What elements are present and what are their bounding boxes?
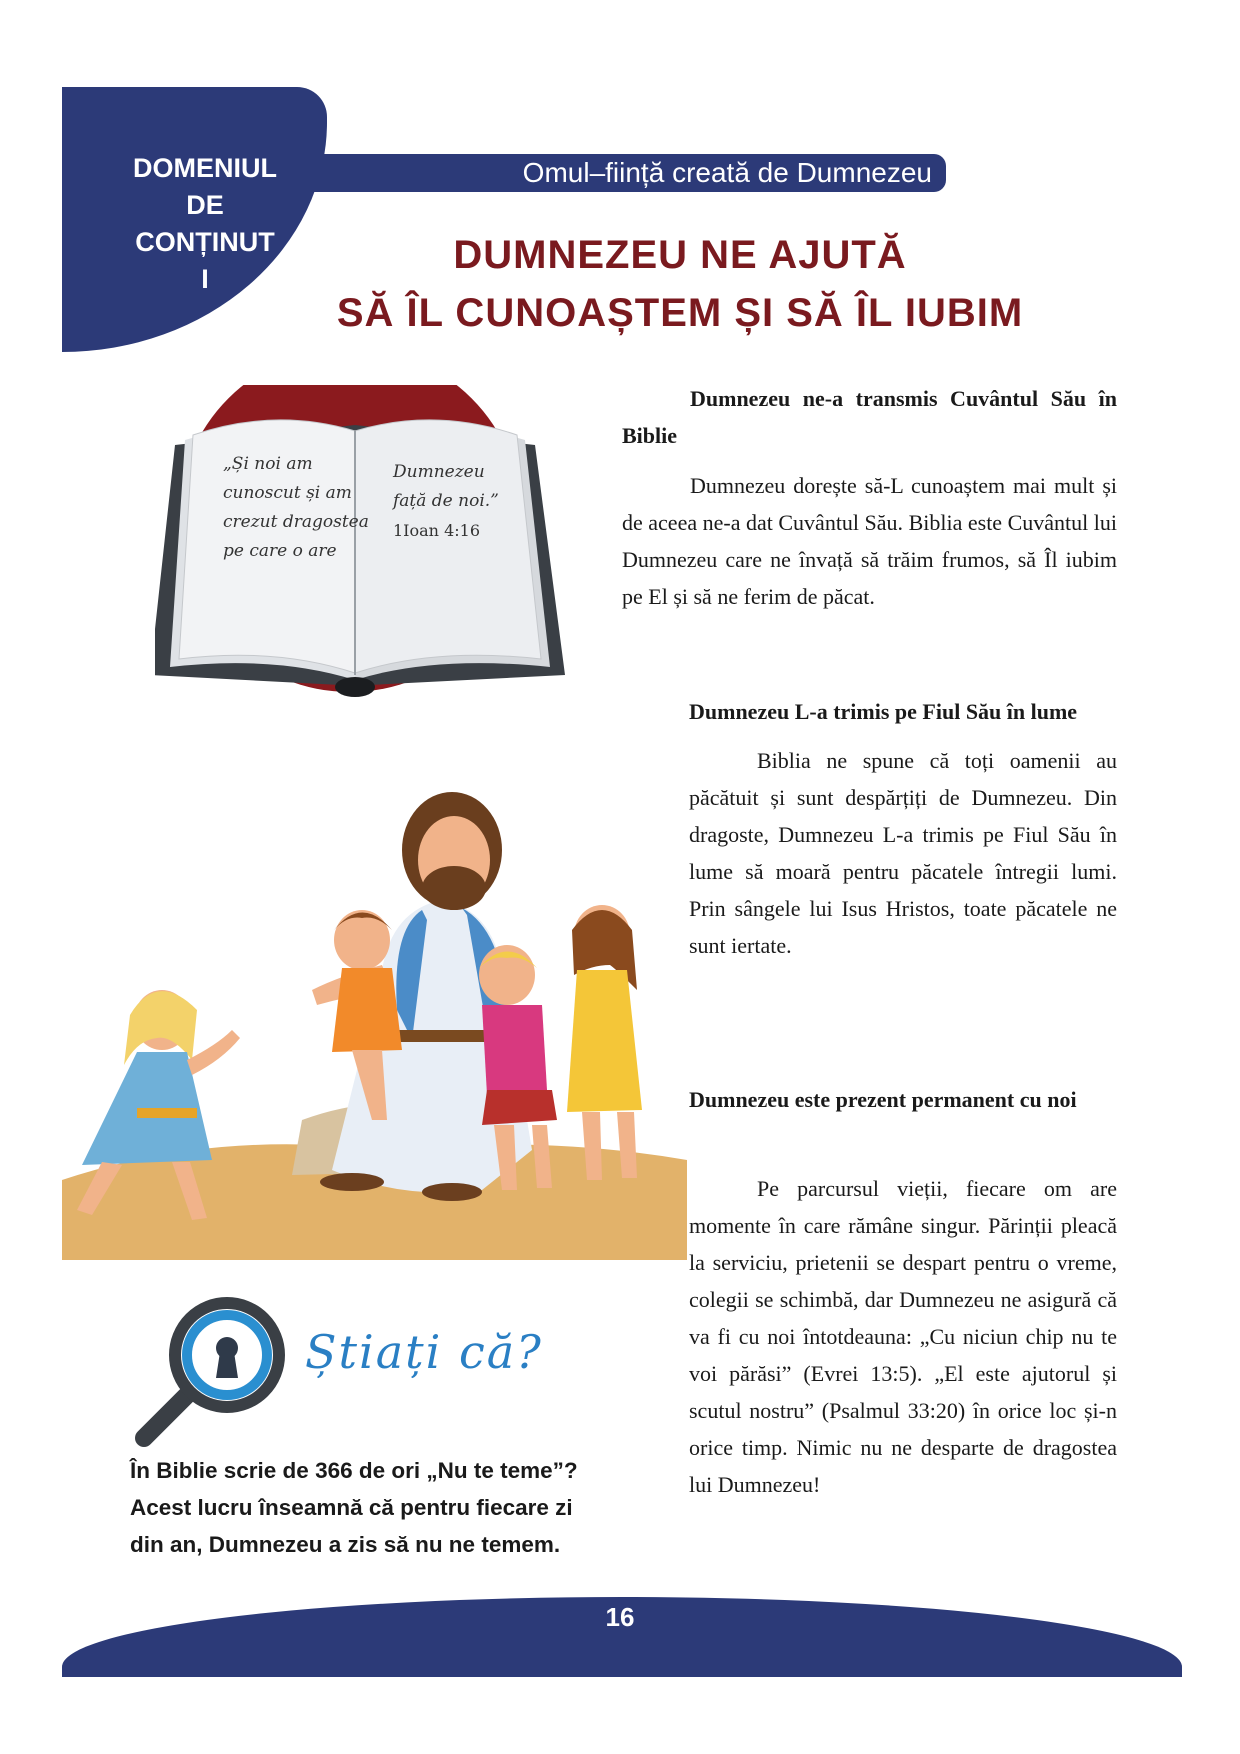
page-number: 16 (605, 1602, 635, 1632)
jesus-with-children-illustration (62, 790, 687, 1260)
child-yellow-body (567, 970, 642, 1112)
bible-line: „Și noi am (223, 454, 313, 474)
child-blue-belt (137, 1108, 197, 1118)
section-text-1: Dumnezeu dorește să-L cunoaștem mai mult și de aceea ne-a dat Cuvântul Său. Biblia este Cuvântul lui Dumnezeu care ne învață să trăim frumos, să Îl iubim pe El și să ne ferim de păcat. (622, 473, 1117, 609)
domain-line: CONȚINUT (135, 227, 275, 257)
domain-line: DOMENIUL (133, 153, 277, 183)
bible-line: cunoscut și am (223, 483, 352, 503)
child-pink-body (482, 1005, 547, 1095)
did-you-know-title: Știați că? (305, 1325, 543, 1379)
bible-line: Dumnezeu (393, 462, 485, 482)
title-line: SĂ ÎL CUNOAȘTEM ȘI SĂ ÎL IUBIM (336, 291, 1024, 335)
domain-line: DE (186, 190, 224, 220)
section-heading-3: Dumnezeu este prezent permanent cu noi (689, 1087, 1077, 1112)
bible-left-text (223, 450, 373, 566)
child-orange-head (334, 910, 390, 970)
section-heading-2: Dumnezeu L-a trimis pe Fiul Său în lume (689, 699, 1078, 724)
bible-line: 1Ioan 4:16 (393, 521, 480, 540)
bible-line: față de noi.” (393, 491, 499, 511)
magnifier-keyhole-icon (132, 1290, 292, 1450)
bookmark (335, 677, 375, 697)
child-orange-body (332, 968, 402, 1052)
section-text-3: Pe parcursul vieții, fiecare om are momente în care rămâne singur. Părinții pleacă la serviciu, prietenii se despart pentru o vreme, colegii se schimbă, dar Dumnezeu ne asigură că va fi cu noi întotdeauna: „Cu niciun chip nu te voi părăsi” (Evrei 13:5). „El este ajutorul și scutul nostru” (Psalmul 33:20) în orice loc și-n orice timp. Nimic nu ne desparte de dragostea lui Dumnezeu! (689, 1176, 1117, 1497)
section-heading-1: Dumnezeu ne-a transmis Cuvântul Său în Biblie (622, 386, 1117, 448)
child-blue-arm (187, 1030, 240, 1075)
subtitle-text: Omul–ființă creată de Dumnezeu (522, 157, 932, 188)
child-pink-skirt (482, 1090, 557, 1125)
bible-right-text (393, 458, 523, 545)
bible-line: pe care o are (223, 541, 337, 561)
did-you-know-text: În Biblie scrie de 366 de ori „Nu te teme”? Acest lucru înseamnă că pentru fiecare zi din an, Dumnezeu a zis să nu ne temem. (130, 1458, 578, 1557)
bible-line: crezut dragostea (223, 512, 369, 532)
sandal-right (422, 1183, 482, 1201)
page-title (320, 226, 1040, 342)
section-text-2: Biblia ne spune că toți oamenii au păcătuit și sunt despărțiți de Dumnezeu. Din dragoste, Dumnezeu L-a trimis pe Fiul Său în lume să moară pentru păcatele întregii lumi. Prin sângele lui Isus Hristos, toate păcatele ne sunt iertate. (689, 748, 1117, 958)
title-line: DUMNEZEU NE AJUTĂ (453, 233, 907, 277)
sandal-left (320, 1173, 384, 1191)
jesus-beard (422, 866, 486, 910)
domain-line: I (201, 264, 209, 294)
